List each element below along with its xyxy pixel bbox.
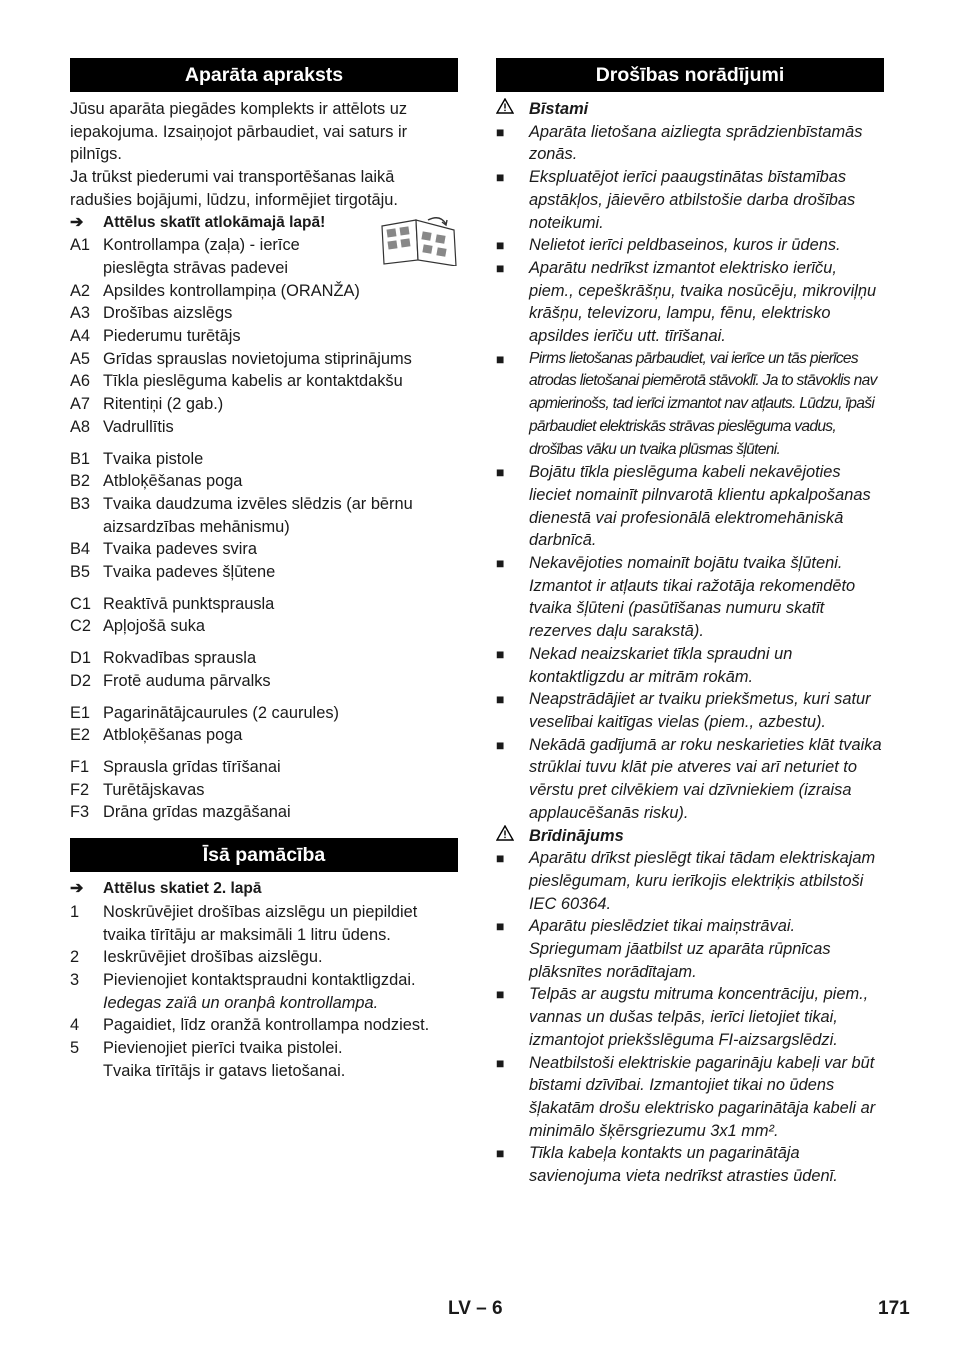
safety-item — [496, 257, 884, 348]
safety-text: Aparāta lietošana aizliegta sprādzienbīstamās zonās. — [529, 122, 863, 164]
figure-hint-2 — [70, 878, 458, 901]
safety-text: Nelietot ierīci peldbaseinos, kuros ir ūdens. — [529, 236, 841, 255]
safety-text: Aparātu pieslēdziet tikai maiņstrāvai. Spriegumam jāatbilst uz aparāta rūpnīcas plāksnītes norādītajam. — [529, 917, 831, 981]
warning-heading — [496, 825, 884, 848]
safety-text: Pirms lietošanas pārbaudiet, vai ierīce un tās pierīces atrodas lietošanai piemērotā stāvoklī. Ja to stāvoklis nav apmierinošs, tad ierīci izmantot nav atļauts. Lūdzu, īpaši pārbaudiet elektriskās strāvas pieslēguma vadus, drošības vāku un tvaika plūsmas šļūteni. — [529, 349, 877, 458]
part-label: Frotē auduma pārvalks — [103, 671, 271, 690]
group-spacer — [70, 439, 458, 448]
part-item — [70, 416, 458, 439]
safety-text: Aparātu nedrīkst izmantot elektrisko ierīču, piem., cepeškrāšņu, tvaika nosūcēju, mikroviļņu krāšņu, televizoru, lampu, fēnu, elektrisko apsildes ierīču utt. tīrīšanai. — [529, 258, 877, 346]
part-item — [70, 348, 458, 371]
part-item — [70, 393, 458, 416]
part-code: F3 — [70, 803, 90, 822]
step-text: Noskrūvējiet drošības aizslēgu un piepildiet tvaika tīrītāju ar maksimāli 1 litru ūdens. — [103, 902, 418, 944]
bullet-square-icon: ■ — [496, 464, 505, 481]
safety-item — [496, 166, 884, 234]
part-item — [70, 325, 458, 348]
safety-item — [496, 348, 884, 462]
part-label: Piederumu turētājs — [103, 327, 241, 346]
part-code: F2 — [70, 780, 90, 799]
step-number: 1 — [70, 902, 80, 921]
bullet-square-icon: ■ — [496, 237, 505, 254]
bullet-square-icon: ■ — [496, 259, 505, 276]
steps-list — [70, 901, 458, 1083]
part-item — [70, 615, 458, 638]
section-heading-description: Aparāta apraksts — [70, 58, 458, 92]
step-item — [70, 969, 458, 1014]
safety-item — [496, 643, 884, 688]
part-label: Ritentiņi (2 gab.) — [103, 395, 224, 414]
bullet-square-icon: ■ — [496, 918, 505, 935]
part-label: Tvaika padeves šļūtene — [103, 563, 276, 582]
step-content — [103, 901, 458, 946]
arrow-right-icon: ➔ — [70, 880, 84, 898]
right-column — [496, 58, 884, 1188]
part-label: Rokvadības sprausla — [103, 649, 257, 668]
bullet-square-icon: ■ — [496, 1145, 505, 1162]
part-code: C2 — [70, 617, 91, 636]
step-number: 2 — [70, 948, 80, 967]
safety-item — [496, 734, 884, 825]
part-label: Tvaika pistole — [103, 449, 204, 468]
part-code: B5 — [70, 563, 91, 582]
figure-hint-2-text: Attēlus skatiet 2. lapā — [103, 880, 262, 898]
part-code: A2 — [70, 281, 91, 300]
part-label: Tvaika padeves svira — [103, 540, 257, 559]
part-item — [70, 470, 458, 493]
step-number: 5 — [70, 1039, 80, 1058]
danger-heading — [496, 98, 884, 121]
part-code: A1 — [70, 236, 91, 255]
step-item — [70, 1014, 458, 1037]
step-note: Tvaika tīrītājs ir gatavs lietošanai. — [103, 1061, 346, 1080]
part-code: A4 — [70, 327, 91, 346]
part-item — [70, 724, 458, 747]
step-content — [103, 969, 458, 1014]
part-item — [70, 801, 458, 824]
page-number: 171 — [878, 1298, 910, 1319]
part-item — [70, 538, 458, 561]
parts-list — [70, 234, 458, 824]
step-item — [70, 901, 458, 946]
intro-paragraph-2: Ja trūkst piederumi vai transportēšanas laikā radušies bojājumi, lūdzu, informējiet tirgotāju. — [70, 168, 398, 209]
safety-text: Nekad neaizskariet tīkla spraudni un kontaktligzdu ar mitrām rokām. — [529, 644, 793, 686]
step-number: 4 — [70, 1016, 80, 1035]
footer-section-label: LV – 6 — [448, 1298, 503, 1319]
group-spacer — [70, 584, 458, 593]
safety-text: Ekspluatējot ierīci paaugstinātas bīstamības apstākļos, jāievēro atbilstošie darba drošības noteikumi. — [529, 168, 856, 232]
section-heading-quick-guide: Īsā pamācība — [70, 838, 458, 872]
part-item — [70, 302, 458, 325]
part-label: Vadrullītis — [103, 417, 174, 436]
safety-item — [496, 688, 884, 733]
safety-item — [496, 983, 884, 1051]
part-code: D1 — [70, 649, 91, 668]
part-label: Sprausla grīdas tīrīšanai — [103, 757, 281, 776]
part-label: Drošības aizslēgs — [103, 304, 233, 323]
left-column — [70, 58, 458, 1082]
intro-paragraph-1: Jūsu aparāta piegādes komplekts ir attēlots uz iepakojuma. Izsaiņojot pārbaudiet, vai saturs ir pilnīgs. — [70, 100, 408, 164]
part-item — [70, 493, 458, 538]
bullet-square-icon: ■ — [496, 850, 505, 867]
step-item — [70, 946, 458, 969]
section-heading-safety: Drošības norādījumi — [496, 58, 884, 92]
safety-item — [496, 1052, 884, 1143]
safety-text: Neatbilstoši elektriskie pagarināju kabeļi var būt bīstami dzīvībai. Izmantojiet tikai no ūdens šļakatām drošu elektrisko pagarinātāja kabeli ar minimālo šķērsgriezumu 3x1 mm². — [529, 1053, 876, 1140]
part-label: Pagarinātājcaurules (2 caurules) — [103, 703, 339, 722]
warning-list — [496, 847, 884, 1188]
part-code: B1 — [70, 449, 91, 468]
part-label: Kontrollampa (zaļa) - ierīce pieslēgta strāvas padevei — [103, 236, 300, 277]
safety-item — [496, 461, 884, 552]
group-spacer — [70, 638, 458, 647]
bullet-square-icon: ■ — [496, 691, 505, 708]
step-note: Iedegas zaïâ un oranþâ kontrollampa. — [103, 993, 379, 1012]
step-content — [103, 1037, 458, 1082]
part-code: A5 — [70, 349, 91, 368]
step-text: Pagaidiet, līdz oranžā kontrollampa nodziest. — [103, 1016, 430, 1035]
safety-text: Bojātu tīkla pieslēguma kabeli nekavējoties lieciet nomainīt pilnvarotā klientu apkalpošanas dienestā vai profesionālā elektromehāniskā darbnīcā. — [529, 463, 871, 550]
part-label: Apsildes kontrollampiņa (ORANŽA) — [103, 281, 360, 300]
group-spacer — [70, 693, 458, 702]
safety-text: Telpās ar augstu mitruma koncentrāciju, piem., vannas un dušas telpās, ierīci lietojiet tikai, izmantojot priekšslēguma FI-aizsargslēdzi. — [529, 985, 869, 1049]
safety-text: Nekavējoties nomainīt bojātu tvaika šļūteni. Izmantot ir atļauts tikai ražotāja rekomendēto tvaika šļūteni (pasūtīšanas numuru skatīt rezerves daļu sarakstā). — [529, 554, 856, 641]
part-item — [70, 370, 458, 393]
group-spacer — [70, 747, 458, 756]
safety-text: Neapstrādājiet ar tvaiku priekšmetus, kuri satur veselībai kaitīgas vielas (piem., azbestu). — [529, 690, 871, 731]
part-label: Turētājskavas — [103, 780, 205, 799]
bullet-square-icon: ■ — [496, 350, 505, 367]
part-code: E2 — [70, 726, 91, 745]
part-item — [70, 593, 458, 616]
part-item — [70, 448, 458, 471]
part-code: B4 — [70, 540, 91, 559]
part-code: B3 — [70, 494, 91, 513]
bullet-square-icon: ■ — [496, 123, 505, 140]
part-label: Tvaika daudzuma izvēles slēdzis (ar bērnu aizsardzības mehānismu) — [103, 494, 413, 536]
danger-list — [496, 121, 884, 825]
part-label: Drāna grīdas mazgāšanai — [103, 803, 291, 822]
bullet-square-icon: ■ — [496, 645, 505, 662]
step-text: Pievienojiet kontaktspraudni kontaktligzdai. — [103, 970, 416, 989]
safety-text: Tīkla kabeļa kontakts un pagarinātāja savienojuma vieta nedrīkst atrasties ūdenī. — [529, 1144, 838, 1186]
part-item — [70, 280, 458, 303]
bullet-square-icon: ■ — [496, 169, 505, 186]
step-content — [103, 1014, 458, 1037]
arrow-right-icon: ➔ — [70, 213, 84, 231]
bullet-square-icon: ■ — [496, 986, 505, 1003]
safety-item — [496, 121, 884, 166]
part-label: Tīkla pieslēguma kabelis ar kontaktdakšu — [103, 372, 403, 391]
part-code: A7 — [70, 395, 91, 414]
part-label: Atbloķēšanas poga — [103, 472, 243, 491]
part-code: C1 — [70, 594, 91, 613]
safety-item — [496, 915, 884, 983]
part-item — [70, 702, 458, 725]
step-text: Pievienojiet pierīci tvaika pistolei. — [103, 1039, 343, 1058]
step-content — [103, 946, 458, 969]
part-item — [70, 779, 458, 802]
step-item — [70, 1037, 458, 1082]
part-code: A3 — [70, 304, 91, 323]
figure-hint-text: Attēlus skatīt atlokāmajā lapā! — [103, 213, 326, 231]
bullet-square-icon: ■ — [496, 736, 505, 753]
safety-text: Aparātu drīkst pieslēgt tikai tādam elektriskajam pieslēgumam, kuru ierīkojis elektriķis atbilstoši IEC 60364. — [529, 849, 876, 913]
part-code: F1 — [70, 757, 90, 776]
step-number: 3 — [70, 970, 80, 989]
part-code: D2 — [70, 671, 91, 690]
part-label: Grīdas sprauslas novietojuma stiprinājums — [103, 349, 412, 368]
warning-triangle-icon — [496, 825, 529, 848]
part-code: E1 — [70, 703, 91, 722]
part-item — [70, 561, 458, 584]
part-code: A8 — [70, 417, 91, 436]
open-book-icon — [378, 214, 460, 266]
part-item — [70, 647, 458, 670]
safety-item — [496, 552, 884, 643]
part-item — [70, 756, 458, 779]
part-code: A6 — [70, 372, 91, 391]
danger-label: Bīstami — [529, 100, 589, 118]
safety-item — [496, 1142, 884, 1187]
safety-item — [496, 234, 884, 257]
bullet-square-icon: ■ — [496, 1054, 505, 1071]
step-text: Ieskrūvējiet drošības aizslēgu. — [103, 948, 323, 967]
safety-text: Nekādā gadījumā ar roku neskarieties klāt tvaika strūklai tuvu klāt pie atveres vai arī neturiet to vērstu pret cilvēkiem vai dzīvniekiem (izraisa applaucēšanās risku). — [529, 735, 882, 822]
part-label: Atbloķēšanas poga — [103, 726, 243, 745]
part-item — [70, 670, 458, 693]
part-label: Apļojošā suka — [103, 617, 206, 636]
safety-item — [496, 847, 884, 915]
warning-triangle-icon — [496, 98, 529, 121]
warning-label: Brīdinājums — [529, 826, 624, 845]
part-code: B2 — [70, 472, 91, 491]
part-label: Reaktīvā punktsprausla — [103, 594, 275, 613]
bullet-square-icon: ■ — [496, 555, 505, 572]
